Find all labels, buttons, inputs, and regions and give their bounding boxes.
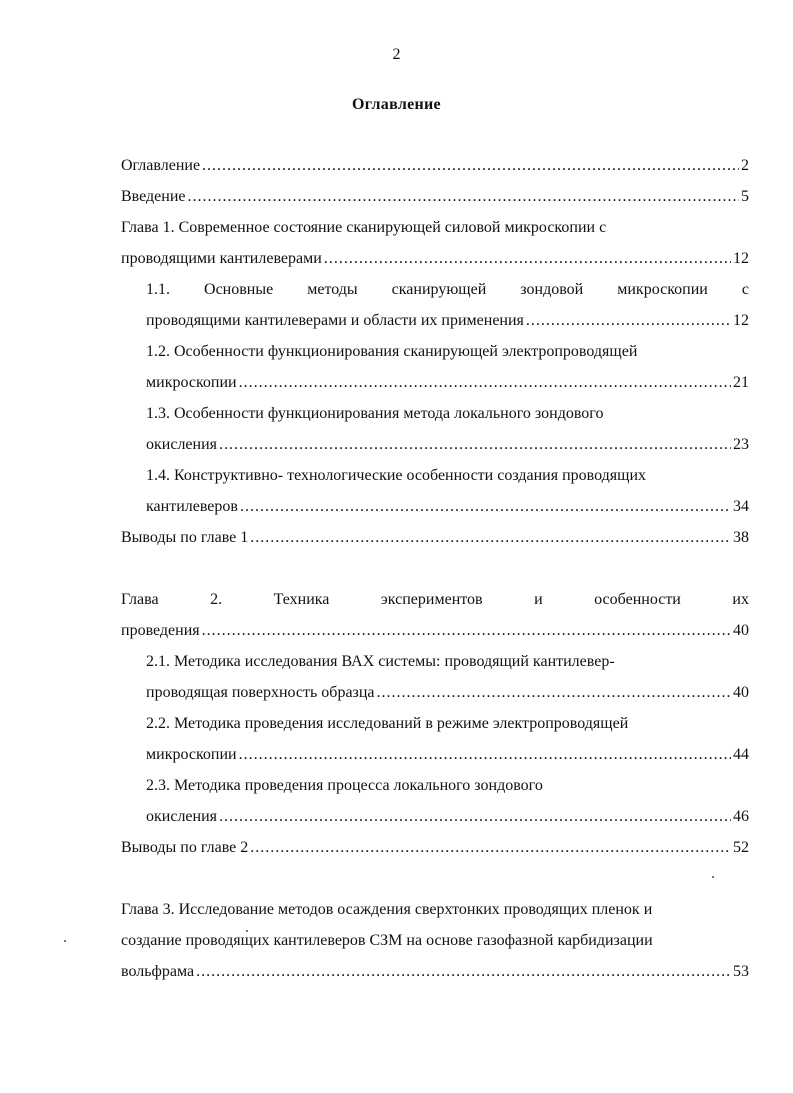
- toc-entry-text: проведения: [121, 622, 200, 639]
- page-number: 2: [392, 46, 401, 63]
- dot-leader: [377, 677, 731, 708]
- toc-word: экспериментов: [380, 591, 483, 608]
- toc-word: микроскопии: [617, 281, 708, 298]
- toc-entry-introduction[interactable]: [121, 181, 749, 212]
- toc-chapter-2-line1[interactable]: [121, 584, 749, 615]
- scan-speck: [64, 940, 66, 942]
- toc-section-1-4[interactable]: [146, 491, 749, 522]
- toc-word: Техника: [273, 591, 330, 608]
- toc-section-1-2-line1[interactable]: 1.2. Особенности функционирования сканирующей электропроводящей: [146, 343, 638, 360]
- toc-entry-text: Выводы по главе 1: [121, 529, 249, 546]
- toc-entry-text: окисления: [146, 436, 218, 453]
- toc-word: с: [741, 281, 749, 298]
- spacer: [121, 553, 749, 584]
- dot-leader: [202, 615, 731, 646]
- toc-entry-text: проводящими кантилеверами и области их применения: [146, 312, 524, 329]
- toc-chapter-1[interactable]: [121, 243, 749, 274]
- toc-entry-text: микроскопии: [146, 746, 237, 763]
- toc-page-number: 44: [733, 746, 749, 763]
- toc-section-2-1[interactable]: [146, 677, 749, 708]
- toc-section-2-2-line1[interactable]: 2.2. Методика проведения исследований в режиме электропроводящей: [146, 715, 629, 732]
- toc-word: зондовой: [520, 281, 584, 298]
- toc-entry-text: Выводы по главе 2: [121, 839, 249, 856]
- toc-page-number: 21: [733, 374, 749, 391]
- toc-page-number: 12: [733, 312, 749, 329]
- toc-conclusions-2[interactable]: [121, 832, 749, 863]
- dot-leader: [202, 150, 739, 181]
- toc-chapter-1-line1[interactable]: Глава 1. Современное состояние сканирующей силовой микроскопии с: [121, 219, 607, 236]
- toc-word: и: [534, 591, 543, 608]
- toc-section-1-2[interactable]: [146, 367, 749, 398]
- toc-page-number: 40: [733, 684, 749, 701]
- toc-page-number: 2: [741, 157, 749, 174]
- dot-leader: [239, 367, 731, 398]
- toc-page-number: 46: [733, 808, 749, 825]
- toc-section-1-1-line1[interactable]: [146, 274, 749, 305]
- toc-entry-text: окисления: [146, 808, 218, 825]
- toc-word: методы: [307, 281, 358, 298]
- dot-leader: [526, 305, 731, 336]
- toc-section-2-3-line1[interactable]: 2.3. Методика проведения процесса локального зондового: [146, 777, 543, 794]
- toc-section-1-3[interactable]: [146, 429, 749, 460]
- table-of-contents: [121, 150, 749, 987]
- toc-chapter-3[interactable]: [121, 956, 749, 987]
- toc-page-number: 53: [733, 963, 749, 980]
- dot-leader: [239, 739, 731, 770]
- toc-entry-text: проводящими кантилеверами: [121, 250, 322, 267]
- toc-section-2-2[interactable]: [146, 739, 749, 770]
- toc-page-number: 12: [733, 250, 749, 267]
- toc-word: их: [732, 591, 749, 608]
- toc-chapter-2[interactable]: [121, 615, 749, 646]
- toc-word: 1.1.: [146, 281, 170, 298]
- toc-entry-text: кантилеверов: [146, 498, 238, 515]
- toc-page-number: 5: [741, 188, 749, 205]
- toc-page-number: 40: [733, 622, 749, 639]
- toc-chapter-3-line2[interactable]: создание проводящих кантилеверов СЗМ на основе газофазной карбидизации: [121, 932, 653, 949]
- toc-word: сканирующей: [391, 281, 487, 298]
- toc-section-1-4-line1[interactable]: 1.4. Конструктивно- технологические особенности создания проводящих: [146, 467, 647, 484]
- toc-section-2-3[interactable]: [146, 801, 749, 832]
- toc-page-number: 38: [733, 529, 749, 546]
- toc-conclusions-1[interactable]: [121, 522, 749, 553]
- toc-section-1-1[interactable]: [146, 305, 749, 336]
- toc-entry-text: вольфрама: [121, 963, 195, 980]
- toc-section-2-1-line1[interactable]: 2.1. Методика исследования ВАХ системы: проводящий кантилевер-: [146, 653, 615, 670]
- spacer: [121, 863, 749, 894]
- toc-page-number: 34: [733, 498, 749, 515]
- dot-leader: [196, 956, 731, 987]
- dot-leader: [188, 181, 740, 212]
- toc-entry-text: Оглавление: [121, 157, 201, 174]
- dot-leader: [240, 491, 731, 522]
- page-title: Оглавление: [352, 96, 441, 113]
- toc-chapter-3-line1[interactable]: Глава 3. Исследование методов осаждения сверхтонких проводящих пленок и: [121, 901, 653, 918]
- dot-leader: [250, 832, 731, 863]
- toc-entry-text: микроскопии: [146, 374, 237, 391]
- scan-speck: [246, 930, 248, 932]
- toc-word: 2.: [210, 591, 223, 608]
- toc-word: Глава: [121, 591, 159, 608]
- toc-entry-text: проводящая поверхность образца: [146, 684, 375, 701]
- toc-entry-text: Введение: [121, 188, 186, 205]
- toc-word: Основные: [204, 281, 274, 298]
- toc-page-number: 23: [733, 436, 749, 453]
- scan-speck: [712, 876, 714, 878]
- dot-leader: [324, 243, 731, 274]
- dot-leader: [250, 522, 731, 553]
- toc-word: особенности: [594, 591, 681, 608]
- toc-section-1-3-line1[interactable]: 1.3. Особенности функционирования метода локального зондового: [146, 405, 604, 422]
- dot-leader: [219, 429, 731, 460]
- toc-entry-contents[interactable]: [121, 150, 749, 181]
- toc-page-number: 52: [733, 839, 749, 856]
- dot-leader: [219, 801, 731, 832]
